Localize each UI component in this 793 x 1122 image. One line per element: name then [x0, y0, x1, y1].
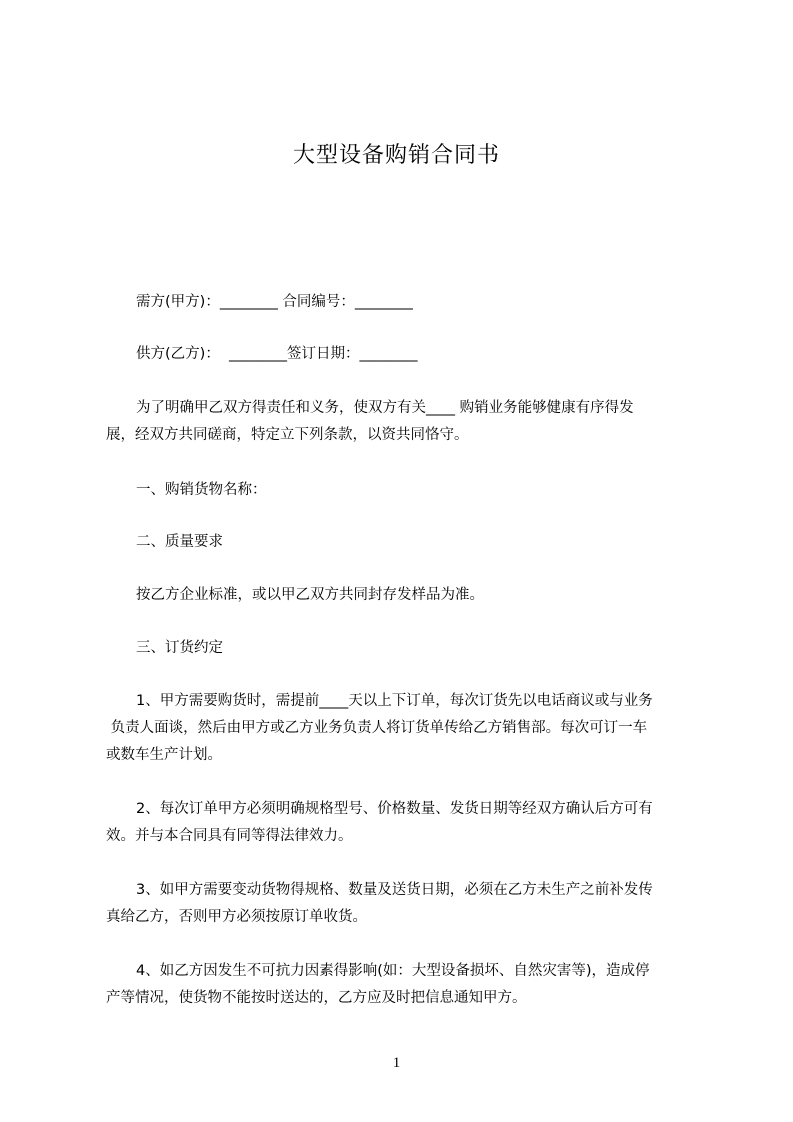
intro-line-2: 展，经双方共同磋商，特定立下列条款，以资共同恪守。 [106, 427, 469, 443]
clause-2-line-1: 2、每次订单甲方必须明确规格型号、价格数量、发货日期等经双方确认后方可有 [136, 801, 653, 817]
section-2-heading: 二、质量要求 [136, 534, 223, 550]
buyer-contract-no-line: 需方(甲方)：________ 合同编号：________ [136, 294, 413, 310]
clause-2-line-2: 效。并与本合同具有同等得法律效力。 [106, 828, 353, 844]
supplier-sign-date-line: 供方(乙方)： ________签订日期：________ [136, 346, 418, 362]
clause-1-line-2: 负责人面谈，然后由甲方或乙方业务负责人将订货单传给乙方销售部。每次可订一车 [106, 720, 648, 736]
clause-4-line-2: 产等情况，使货物不能按时送达的，乙方应及时把信息通知甲方。 [106, 990, 527, 1006]
page-number: 1 [392, 1055, 401, 1071]
intro-line-1: 为了明确甲乙双方得责任和义务，使双方有关____ 购销业务能够健康有序得发 [136, 400, 634, 416]
clause-3-line-2: 真给乙方，否则甲方必须按原订单收货。 [106, 909, 367, 925]
section-2-body: 按乙方企业标准，或以甲乙双方共同封存发样品为准。 [136, 587, 484, 603]
document-title: 大型设备购销合同书 [292, 143, 500, 168]
clause-1-line-3: 或数车生产计划。 [106, 747, 222, 763]
clause-4-line-1: 4、如乙方因发生不可抗力因素得影响(如：大型设备损坏、自然灾害等)，造成停 [136, 963, 650, 979]
section-3-heading: 三、订货约定 [136, 640, 223, 656]
clause-3-line-1: 3、如甲方需要变动货物得规格、数量及送货日期，必须在乙方未生产之前补发传 [136, 882, 653, 898]
clause-1-line-1: 1、甲方需要购货时，需提前____天以上下订单，每次订货先以电话商议或与业务 [136, 693, 653, 709]
section-1-heading: 一、购销货物名称： [136, 482, 267, 498]
